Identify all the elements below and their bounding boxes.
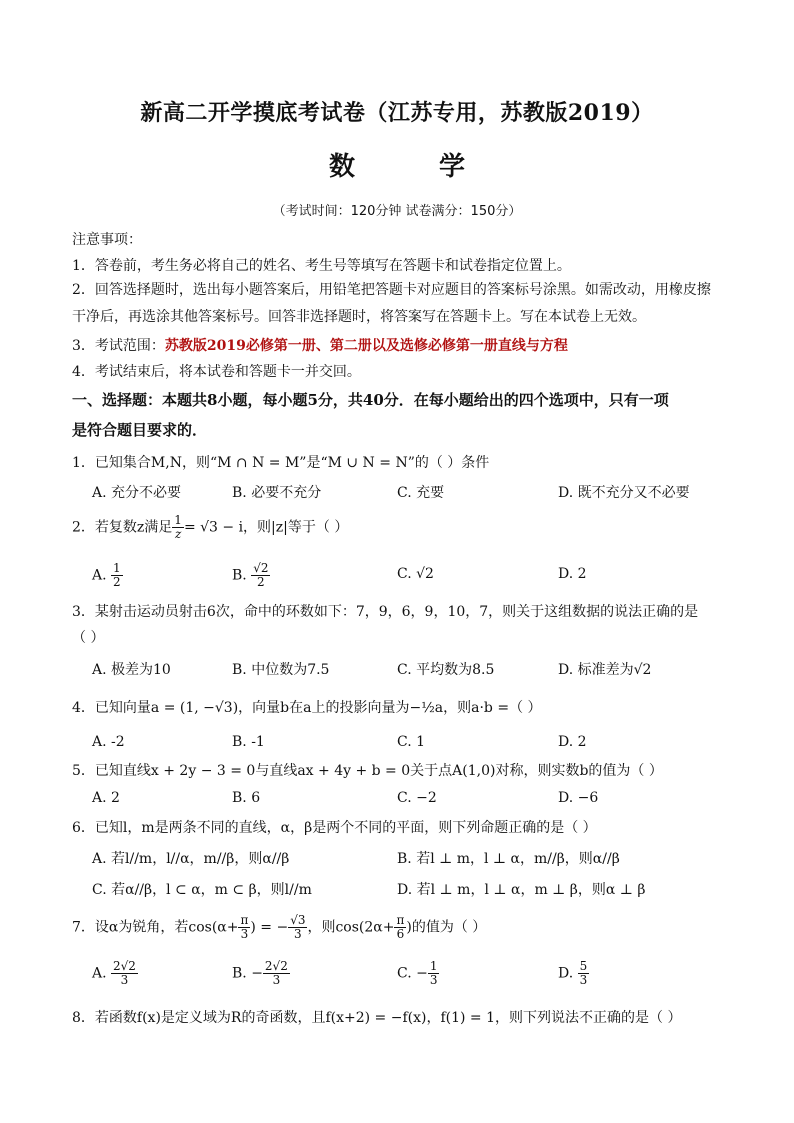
option-b[interactable]: B. 必要不充分 xyxy=(232,485,322,501)
question-7-options xyxy=(92,960,732,994)
subject-char: 数 xyxy=(328,152,355,182)
fraction xyxy=(288,914,307,941)
fraction xyxy=(428,960,440,987)
numerator: 2√2 xyxy=(264,959,288,973)
note-item: 2．回答选择题时，选出每小题答案后，用铅笔把答题卡对应题目的答案标号涂黑。如需改动，用橡皮擦干净后，再选涂其他答案标号。回答非选择题时，将答案写在答题卡上。写在本试卷上无效。 xyxy=(72,282,711,325)
option-b[interactable] xyxy=(232,960,290,987)
stem-part: ，则cos(2α+ xyxy=(307,919,395,936)
fraction xyxy=(172,514,184,541)
option-a[interactable]: A. 充分不必要 xyxy=(92,485,182,501)
section-heading-cont: 是符合题目要求的． xyxy=(72,421,208,439)
option-b[interactable]: B. -1 xyxy=(232,734,265,750)
denominator: z xyxy=(174,527,182,541)
option-d[interactable] xyxy=(558,960,589,987)
question-3-options xyxy=(92,659,732,681)
option-d[interactable]: D. 既不充分又不必要 xyxy=(558,485,690,501)
option-letter: D. xyxy=(558,965,574,982)
question-7-stem xyxy=(72,914,486,941)
stem-part: 2．若复数z满足 xyxy=(72,519,173,536)
option-c[interactable]: C. 1 xyxy=(397,734,426,750)
option-d[interactable]: D. 若l ⊥ m，l ⊥ α，m ⊥ β，则α ⊥ β xyxy=(397,882,646,898)
stem-part: ) = − xyxy=(250,919,289,936)
option-d[interactable]: D. 标准差为√2 xyxy=(558,662,652,678)
fraction xyxy=(111,960,138,987)
note-prefix: 3．考试范围： xyxy=(72,338,165,354)
stem-part: 7．设α为锐角，若cos(α+ xyxy=(72,919,239,936)
option-b[interactable]: B. 若l ⊥ m，l ⊥ α，m//β，则α//β xyxy=(397,851,620,867)
numerator: 1 xyxy=(429,959,438,973)
numerator: 1 xyxy=(113,561,121,575)
stem-part: )的值为（ ） xyxy=(406,919,487,936)
denominator: 2 xyxy=(113,575,121,589)
option-c[interactable]: C. −2 xyxy=(397,790,437,806)
option-letter: B. xyxy=(232,567,247,584)
note-item: 1．答卷前，考生务必将自己的姓名、考生号等填写在答题卡和试卷指定位置上。 xyxy=(72,258,571,274)
numerator: 1 xyxy=(174,513,182,527)
question-4-stem: 4．已知向量a = (1, −√3)，向量b在a上的投影向量为−½a，则a·b =（ ） xyxy=(72,700,542,716)
question-2-options xyxy=(92,562,732,592)
option-c[interactable] xyxy=(397,960,439,987)
option-letter: B. − xyxy=(232,965,263,982)
denominator: 6 xyxy=(396,927,405,941)
fraction xyxy=(263,960,290,987)
denominator: 3 xyxy=(120,973,129,987)
question-3-stem: 3．某射击运动员射击6次，命中的环数如下：7，9，6，9，10，7，则关于这组数据的说法正确的是 xyxy=(72,604,699,620)
option-b[interactable] xyxy=(232,562,270,589)
option-d[interactable]: D. 2 xyxy=(558,734,587,750)
option-c[interactable]: C. 平均数为8.5 xyxy=(397,662,495,678)
option-a[interactable]: A. 若l//m，l//α，m//β，则α//β xyxy=(92,851,290,867)
numerator: 2√2 xyxy=(113,959,136,973)
option-a[interactable] xyxy=(92,960,138,987)
exam-scope: 苏教版2019必修第一册、第二册以及选修必修第一册直线与方程 xyxy=(164,338,568,354)
question-6-options-row1 xyxy=(92,848,732,870)
question-8-stem: 8．若函数f(x)是定义域为R的奇函数，且f(x+2) = −f(x)，f(1) = 1，则下列说法不正确的是（ ） xyxy=(72,1010,682,1026)
option-a[interactable] xyxy=(92,562,123,589)
numerator: π xyxy=(396,913,405,927)
stem-part: = √3 − i，则|z|等于（ ） xyxy=(183,519,349,536)
numerator: √2 xyxy=(253,561,269,575)
question-5-stem: 5．已知直线x + 2y − 3 = 0与直线ax + 4y + b = 0关于点A(1,0)对称，则实数b的值为（ ） xyxy=(72,763,663,779)
subject-title xyxy=(0,146,794,183)
option-b[interactable]: B. 中位数为7.5 xyxy=(232,662,330,678)
denominator: 3 xyxy=(294,927,302,941)
fraction xyxy=(251,562,270,589)
denominator: 3 xyxy=(240,927,249,941)
fraction xyxy=(394,914,406,941)
option-letter: A. xyxy=(92,965,107,982)
option-letter: A. xyxy=(92,567,107,584)
note-item: 4．考试结束后，将本试卷和答题卡一并交回。 xyxy=(72,364,361,380)
option-c[interactable]: C. 若α//β，l ⊂ α，m ⊂ β，则l//m xyxy=(92,882,312,898)
option-letter: C. − xyxy=(397,965,428,982)
question-6-options-row2 xyxy=(92,879,732,901)
note-item xyxy=(72,336,568,356)
denominator: 3 xyxy=(429,973,438,987)
question-3-stem-cont: （ ） xyxy=(72,630,105,646)
denominator: 3 xyxy=(272,973,281,987)
numerator: 5 xyxy=(579,959,588,973)
option-d[interactable]: D. −6 xyxy=(558,790,599,806)
numerator: π xyxy=(240,913,249,927)
subject-char: 学 xyxy=(439,152,466,182)
exam-title: 新高二开学摸底考试卷（江苏专用，苏教版2019） xyxy=(140,100,654,126)
exam-info: （考试时间：120分钟 试卷满分：150分） xyxy=(272,204,522,219)
fraction xyxy=(238,914,250,941)
question-2-stem xyxy=(72,514,348,541)
question-6-stem: 6．已知l，m是两条不同的直线，α，β是两个不同的平面，则下列命题正确的是（ ） xyxy=(72,820,597,836)
denominator: 2 xyxy=(257,575,265,589)
option-a[interactable]: A. 2 xyxy=(92,790,120,806)
option-a[interactable]: A. -2 xyxy=(92,734,125,750)
option-b[interactable]: B. 6 xyxy=(232,790,261,806)
notes-heading: 注意事项： xyxy=(72,232,142,248)
numerator: √3 xyxy=(290,913,306,927)
option-a[interactable]: A. 极差为10 xyxy=(92,662,171,678)
question-5-options xyxy=(92,790,732,812)
fraction xyxy=(111,562,123,589)
question-1-options xyxy=(92,482,732,504)
option-c[interactable]: C. 充要 xyxy=(397,485,445,501)
option-c[interactable]: C. √2 xyxy=(397,566,434,582)
question-1-stem: 1．已知集合M,N，则“M ∩ N = M”是“M ∪ N = N”的（ ）条件 xyxy=(72,455,490,471)
fraction xyxy=(578,960,590,987)
denominator: 3 xyxy=(579,973,588,987)
section-heading: 一、选择题：本题共8小题，每小题5分，共40分．在每小题给出的四个选项中，只有一项 xyxy=(72,391,669,409)
question-4-options xyxy=(92,734,732,756)
option-d[interactable]: D. 2 xyxy=(558,566,587,582)
